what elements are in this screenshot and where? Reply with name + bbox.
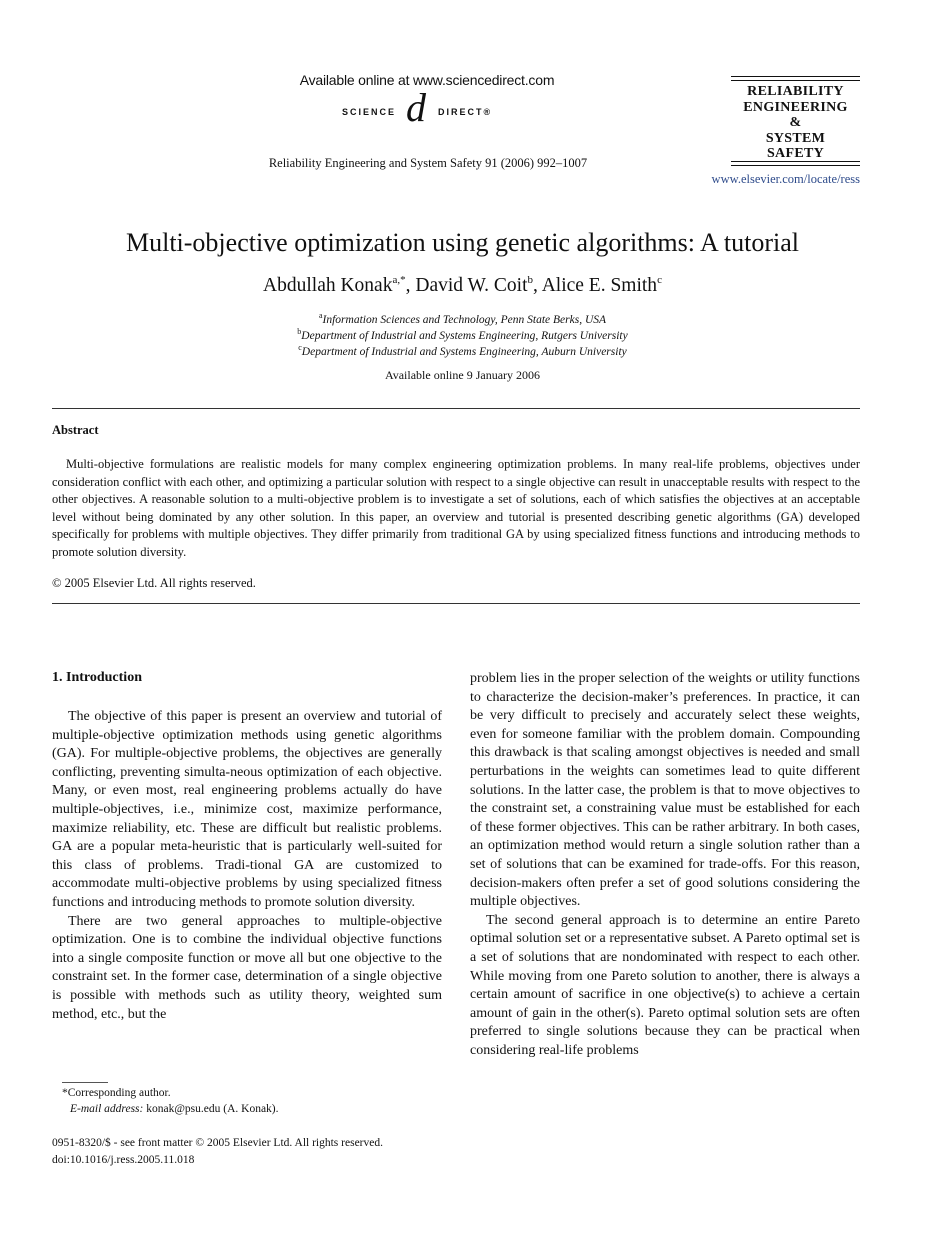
affiliation-text: Department of Industrial and Systems Engineering, Auburn University: [301, 346, 627, 358]
abstract-text: Multi-objective formulations are realistic models for many complex engineering optimization problems. In many real-life problems, objectives under consideration conflict with each other, and optimizing a particular solution with respect to a single objective can result in unacceptable results with respect to the other objectives. A reasonable solution to a multi-objective problem is to investigate a set of solutions, each of which satisfies the objectives at an acceptable level without being dominated by any other solution. In this paper, an overview and tutorial is presented describing genetic algorithms (GA) developed specifically for problems with multiple objectives. They differ primarily from traditional GA by using specialized fitness functions and introducing methods to promote solution diversity.: [52, 457, 860, 559]
issn-line: 0951-8320/$ - see front matter © 2005 Elsevier Ltd. All rights reserved.: [52, 1137, 383, 1149]
author-name: Alice E. Smith: [541, 275, 658, 296]
divider: [52, 408, 860, 409]
journal-name-line: SYSTEM: [765, 130, 826, 146]
author-affil-mark: c: [657, 274, 662, 286]
author-name: Abdullah Konak: [263, 275, 393, 296]
journal-name-line: &: [789, 115, 802, 130]
journal-name-line: RELIABILITY: [747, 84, 844, 99]
section-heading: 1. Introduction: [52, 670, 142, 685]
author-affil-mark: b: [527, 274, 533, 286]
abstract-copyright: © 2005 Elsevier Ltd. All rights reserved.: [52, 576, 256, 590]
logo-word-direct: DIRECT®: [438, 107, 493, 117]
affiliation-mark: c: [298, 343, 302, 352]
body-paragraph: The objective of this paper is present an overview and tutorial of multiple-objective optimization methods using genetic algorithms (GA). For multiple-objective problems, the objectives are generally conflicting, preventing simulta-neous optimization of each objective. Many, or even most, real engineering problems actually do have multiple-objectives, i.e., minimize cost, maximize performance, maximize reliability, etc. These are difficult but realistic problems. GA are a popular meta-heuristic that is particularly well-suited for this class of problems. Tradi-tional GA are customized to accommodate multi-objective problems by using specialized fitness functions and introducing methods to promote solution diversity.: [52, 709, 442, 910]
body-paragraph: The second general approach is to determine an entire Pareto optimal solution set or a representative subset. A Pareto optimal set is a set of solutions that are nondominated with respect to each other. While moving from one Pareto solution to another, there is always a certain amount of sacrifice in one objective(s) to achieve a certain amount of gain in the other(s). Pareto optimal solution sets are often preferred to single solutions because they can be practical when considering real-life problems: [470, 912, 860, 1058]
affiliation-mark: a: [318, 311, 323, 320]
journal-name-box: [731, 76, 860, 166]
affiliation: [0, 327, 925, 342]
body-paragraph: There are two general approaches to multiple-objective optimization. One is to combine the individual objective functions into a single composite function or move all but one objective to the constraint set. In the former case, determination of a single objective is possible with methods such as utility theory, weighted sum method, etc., but the: [52, 913, 442, 1022]
journal-name-line: ENGINEERING: [743, 99, 848, 115]
paper-title: Multi-objective optimization using genetic algorithms: A tutorial: [125, 228, 799, 257]
left-column: [52, 708, 442, 1024]
journal-name: [731, 84, 860, 162]
affiliation-text: Department of Industrial and Systems Engineering, Rutgers University: [301, 330, 628, 342]
author-separator: ,: [405, 275, 416, 296]
logo-at-symbol: d: [406, 85, 426, 130]
journal-box-rule: [731, 161, 860, 162]
email-value: konak@psu.edu (A. Konak).: [146, 1103, 279, 1115]
author-affil-mark: a,*: [392, 274, 406, 286]
journal-url-link[interactable]: www.elsevier.com/locate/ress: [711, 172, 860, 186]
right-column: [470, 670, 860, 1060]
journal-box-rule: [731, 80, 860, 81]
author-name: David W. Coit: [415, 275, 528, 296]
author-list: [0, 274, 925, 297]
affiliation: [0, 343, 925, 358]
email-note: [70, 1103, 279, 1115]
journal-box-rule: [731, 76, 860, 77]
available-online-text: Available online at www.sciencedirect.com: [299, 72, 555, 88]
affiliation-text: Information Sciences and Technology, Penn State Berks, USA: [322, 314, 607, 326]
logo-word-science: SCIENCE: [342, 107, 397, 117]
divider: [52, 603, 860, 604]
abstract-heading: Abstract: [52, 423, 99, 437]
email-label: E-mail address:: [70, 1103, 144, 1115]
doi-line: doi:10.1016/j.ress.2005.11.018: [52, 1154, 195, 1166]
available-date: Available online 9 January 2006: [384, 368, 541, 382]
journal-citation: Reliability Engineering and System Safety 91 (2006) 992–1007: [268, 156, 588, 170]
journal-name-line: SAFETY: [766, 146, 825, 161]
sciencedirect-logo: [338, 85, 518, 130]
affiliation-mark: b: [297, 327, 302, 336]
journal-box-rule: [731, 165, 860, 166]
footnote-rule: [62, 1082, 108, 1083]
author-separator: ,: [533, 275, 542, 296]
corresponding-author-note: *Corresponding author.: [62, 1087, 171, 1099]
body-paragraph: problem lies in the proper selection of the weights or utility functions to characterize the decision-maker’s preferences. In practice, it can be very difficult to precisely and accurately select these weights, even for someone familiar with the problem domain. Compounding this drawback is that scaling amongst objectives is needed and small perturbations in the weights can sometimes lead to quite different solutions. In the latter case, the problem is that to move objectives to the constraint set, a constraining value must be established for each of these former objectives. This can be rather arbitrary. In both cases, an optimization method would return a single solution rather than a set of solutions that can be examined for trade-offs. For this reason, decision-makers often prefer a set of good solutions considering the multiple objectives.: [470, 671, 860, 910]
affiliation: [0, 311, 925, 326]
